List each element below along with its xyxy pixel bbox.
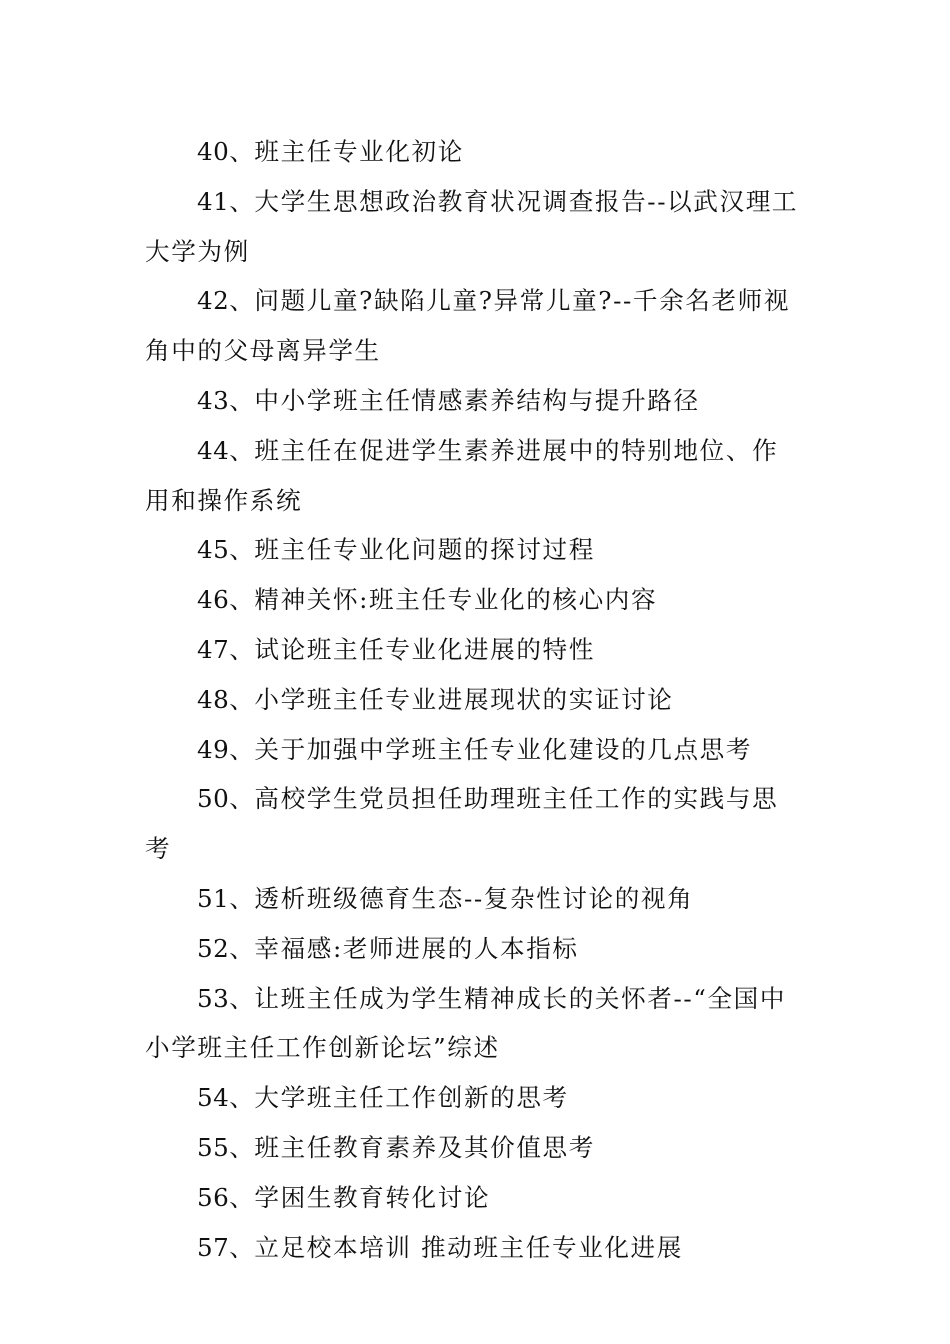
list-item [145, 974, 800, 1074]
item-number: 52、 [197, 933, 255, 963]
list-item [145, 1173, 800, 1223]
list-item [145, 874, 800, 924]
list-item [145, 376, 800, 426]
item-title: 小学班主任专业进展现状的实证讨论 [254, 684, 674, 714]
item-number: 48、 [197, 684, 255, 714]
item-title: 大学班主任工作创新的思考 [254, 1083, 569, 1113]
item-title: 班主任专业化初论 [254, 137, 464, 166]
item-number: 49、 [197, 734, 255, 764]
item-title: 关于加强中学班主任专业化建设的几点思考 [254, 734, 753, 764]
list-item [145, 725, 800, 775]
list-item [145, 127, 800, 177]
item-title: 问题儿童?缺陷儿童?异常儿童?--千余名老师视角中的父母离异学生 [145, 286, 791, 366]
item-number: 43、 [197, 385, 255, 415]
list-item [145, 525, 800, 575]
item-number: 44、 [197, 435, 255, 465]
list-item [145, 1073, 800, 1123]
item-title: 班主任教育素养及其价值思考 [254, 1132, 595, 1162]
list-item [145, 426, 800, 526]
item-title: 让班主任成为学生精神成长的关怀者--“全国中小学班主任工作创新论坛”综述 [145, 983, 787, 1063]
list-item [145, 625, 800, 675]
list-item [145, 177, 800, 277]
item-title: 幸福感:老师进展的人本指标 [254, 933, 579, 963]
item-number: 53、 [197, 983, 255, 1013]
reference-list [145, 127, 800, 1272]
item-title: 班主任专业化问题的探讨过程 [254, 535, 595, 565]
item-number: 57、 [197, 1232, 255, 1262]
item-number: 42、 [197, 286, 255, 316]
item-number: 51、 [197, 883, 255, 913]
list-item [145, 575, 800, 625]
item-title: 中小学班主任情感素养结构与提升路径 [254, 385, 700, 415]
item-number: 55、 [197, 1132, 255, 1162]
item-title: 试论班主任专业化进展的特性 [254, 634, 595, 664]
item-number: 54、 [197, 1083, 255, 1113]
item-title: 学困生教育转化讨论 [254, 1182, 491, 1212]
item-title: 立足校本培训 推动班主任专业化进展 [254, 1232, 683, 1262]
item-title: 大学生思想政治教育状况调查报告--以武汉理工大学为例 [145, 186, 799, 266]
item-number: 41、 [197, 186, 255, 216]
item-title: 精神关怀:班主任专业化的核心内容 [254, 585, 658, 615]
item-number: 50、 [197, 784, 255, 814]
list-item [145, 675, 800, 725]
item-title: 班主任在促进学生素养进展中的特别地位、作用和操作系统 [145, 435, 779, 515]
list-item [145, 276, 800, 376]
item-number: 40、 [197, 137, 255, 166]
item-title: 高校学生党员担任助理班主任工作的实践与思考 [145, 784, 779, 864]
item-number: 47、 [197, 634, 255, 664]
list-item [145, 1123, 800, 1173]
item-number: 46、 [197, 585, 255, 615]
list-item [145, 924, 800, 974]
item-number: 56、 [197, 1182, 255, 1212]
item-number: 45、 [197, 535, 255, 565]
list-item [145, 774, 800, 874]
item-title: 透析班级德育生态--复杂性讨论的视角 [254, 883, 694, 913]
list-item [145, 1223, 800, 1273]
